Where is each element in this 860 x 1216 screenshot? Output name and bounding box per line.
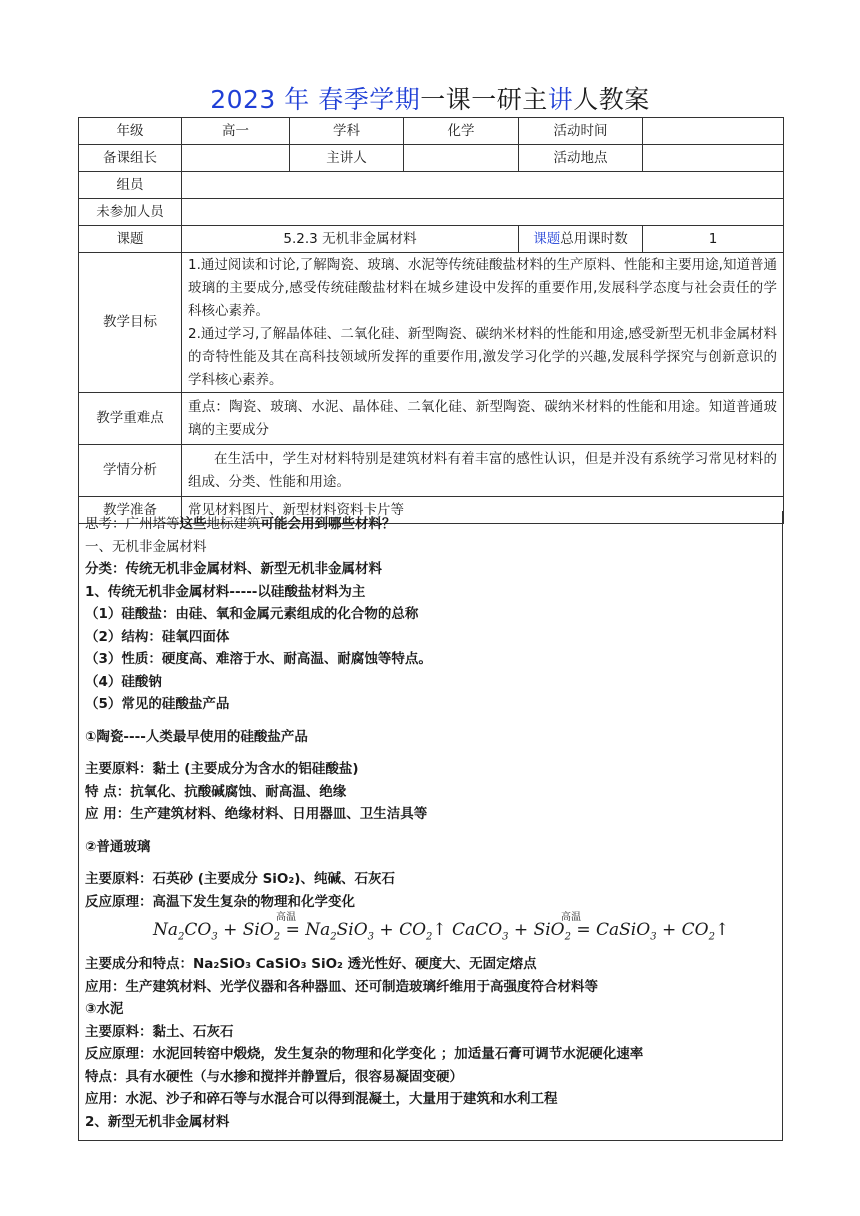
place-value (643, 145, 784, 172)
glass-composition: 主要成分和特点：Na₂SiO₃ CaSiO₃ SiO₂ 透光性好、硬度大、无固定熔点 (85, 956, 537, 972)
think-c: 地标建筑 (206, 516, 261, 532)
members-value (182, 172, 784, 199)
section-heading-new: 2、新型无机非金属材料 (85, 1113, 230, 1130)
think-d: 可能会用到哪些材料？ (260, 516, 396, 532)
cement-heading: ③水泥 (85, 1001, 124, 1017)
time-value (643, 118, 784, 145)
prep-label: 教学准备 (79, 497, 182, 524)
subject-value: 化学 (404, 118, 519, 145)
condition-2: 高温 (561, 912, 581, 923)
goal-2: 2.通过学习,了解晶体硅、二氧化硅、新型陶瓷、碳纳米材料的性能和用途,感受新型无机非金属材料的奇特性能及其在高科技领域所发挥的重要作用,激发学习化学的兴趣,发展科学探究与创新意识的学科核心素养。 (188, 325, 777, 388)
goals-value (182, 253, 784, 393)
goal-1: 1.通过阅读和讨论,了解陶瓷、玻璃、水泥等传统硅酸盐材料的生产原料、性能和主要用途,知道普通玻璃的主要成分,感受传统硅酸盐材料在城乡建设中发挥的重要作用,发展科学态度与社会责任的学科核心素养。 (188, 256, 777, 319)
title-season: 春季学期 (318, 85, 421, 114)
title-part1: 一课一研主 (420, 85, 548, 114)
cement-raw: 主要原料：黏土、石灰石 (85, 1023, 234, 1040)
analysis-value: 在生活中，学生对材料特别是建筑材料有着丰富的感性认识，但是并没有系统学习常见材料的组成、分类、性能和用途。 (182, 445, 784, 497)
topic-label: 课题 (79, 226, 182, 253)
hours-label-b: 总用课时数 (560, 230, 628, 247)
hours-label-a: 课题 (533, 230, 561, 247)
analysis-label: 学情分析 (79, 445, 182, 497)
place-label: 活动地点 (519, 145, 643, 172)
glass-heading: ②普通玻璃 (85, 838, 151, 855)
lesson-info-table (78, 117, 784, 524)
ceramic-raw: 主要原料：黏土 (主要成分为含水的铝硅酸盐) (85, 761, 359, 777)
point-1: （1）硅酸盐：由硅、氧和金属元素组成的化合物的总称 (85, 606, 419, 622)
section-heading-1: 一、无机非金属材料 (85, 538, 207, 555)
think-a: 思考：广州塔等 (85, 516, 180, 532)
cement-use: 应用：水泥、沙子和碎石等与水混合可以得到混凝土，大量用于建筑和水利工程 (85, 1091, 558, 1107)
think-question (85, 513, 776, 536)
grade-label: 年级 (79, 118, 182, 145)
cement-principle: 反应原理：水泥回转窑中煅烧，发生复杂的物理和化学变化 ；加适量石膏可调节水泥硬化速率 (85, 1046, 644, 1062)
equations-line: $Na_2CO_3 + SiO_2 = Na_2SiO_3$ + $CO_2↑$ CaCO$_3$ + SiO$_2$ = CaSiO$_3$ + $CO_2↑$ (153, 920, 730, 943)
title-jiang: 讲 (547, 85, 574, 114)
goals-label: 教学目标 (79, 253, 182, 393)
speaker-label: 主讲人 (290, 145, 404, 172)
members-label: 组员 (79, 172, 182, 199)
absent-value (182, 199, 784, 226)
glass-reaction-equations (85, 913, 776, 953)
speaker-value (404, 145, 519, 172)
ceramic-use: 应 用：生产建筑材料、绝缘材料、日用器皿、卫生洁具等 (85, 806, 428, 822)
time-label: 活动时间 (519, 118, 643, 145)
hours-label (519, 226, 643, 253)
topic-value: 5.2.3 无机非金属材料 (182, 226, 519, 253)
title-year: 2023 (210, 85, 276, 114)
leader-value (182, 145, 290, 172)
glass-principle: 反应原理：高温下发生复杂的物理和化学变化 (85, 893, 355, 910)
section-heading-traditional: 1、传统无机非金属材料-----以硅酸盐材料为主 (85, 583, 366, 600)
page-title (0, 80, 860, 116)
key-value: 重点：陶瓷、玻璃、水泥、晶体硅、二氧化硅、新型陶瓷、碳纳米材料的性能和用途。知道普通玻璃的主要成分 (182, 393, 784, 445)
leader-label: 备课组长 (79, 145, 182, 172)
grade-value: 高一 (182, 118, 290, 145)
point-4: （4）硅酸钠 (85, 673, 162, 690)
absent-label: 未参加人员 (79, 199, 182, 226)
classification: 分类：传统无机非金属材料、新型无机非金属材料 (85, 561, 382, 577)
glass-raw: 主要原料：石英砂 (主要成分 SiO₂)、纯碱、石灰石 (85, 871, 395, 887)
glass-use: 应用：生产建筑材料、光学仪器和各种器皿、还可制造玻璃纤维用于高强度符合材料等 (85, 978, 598, 995)
cement-feature: 特点：具有水硬性（与水掺和搅拌并静置后，很容易凝固变硬） (85, 1068, 463, 1085)
ceramic-heading: ①陶瓷----人类最早使用的硅酸盐产品 (85, 728, 308, 745)
title-nian: 年 (284, 85, 310, 114)
ceramic-feature: 特 点：抗氧化、抗酸碱腐蚀、耐高温、绝缘 (85, 783, 347, 800)
hours-value: 1 (643, 226, 784, 253)
lesson-body (78, 511, 783, 1141)
subject-label: 学科 (290, 118, 404, 145)
prep-value: 常见材料图片、新型材料资料卡片等 (182, 497, 784, 524)
point-3: （3）性质：硬度高、难溶于水、耐高温、耐腐蚀等特点。 (85, 651, 432, 667)
point-5: （5）常见的硅酸盐产品 (85, 696, 230, 712)
title-part2: 人教案 (573, 85, 650, 114)
think-b: 这些 (179, 516, 207, 532)
point-2: （2）结构：硅氧四面体 (85, 628, 230, 645)
condition-1: 高温 (276, 912, 296, 923)
key-label: 教学重难点 (79, 393, 182, 445)
